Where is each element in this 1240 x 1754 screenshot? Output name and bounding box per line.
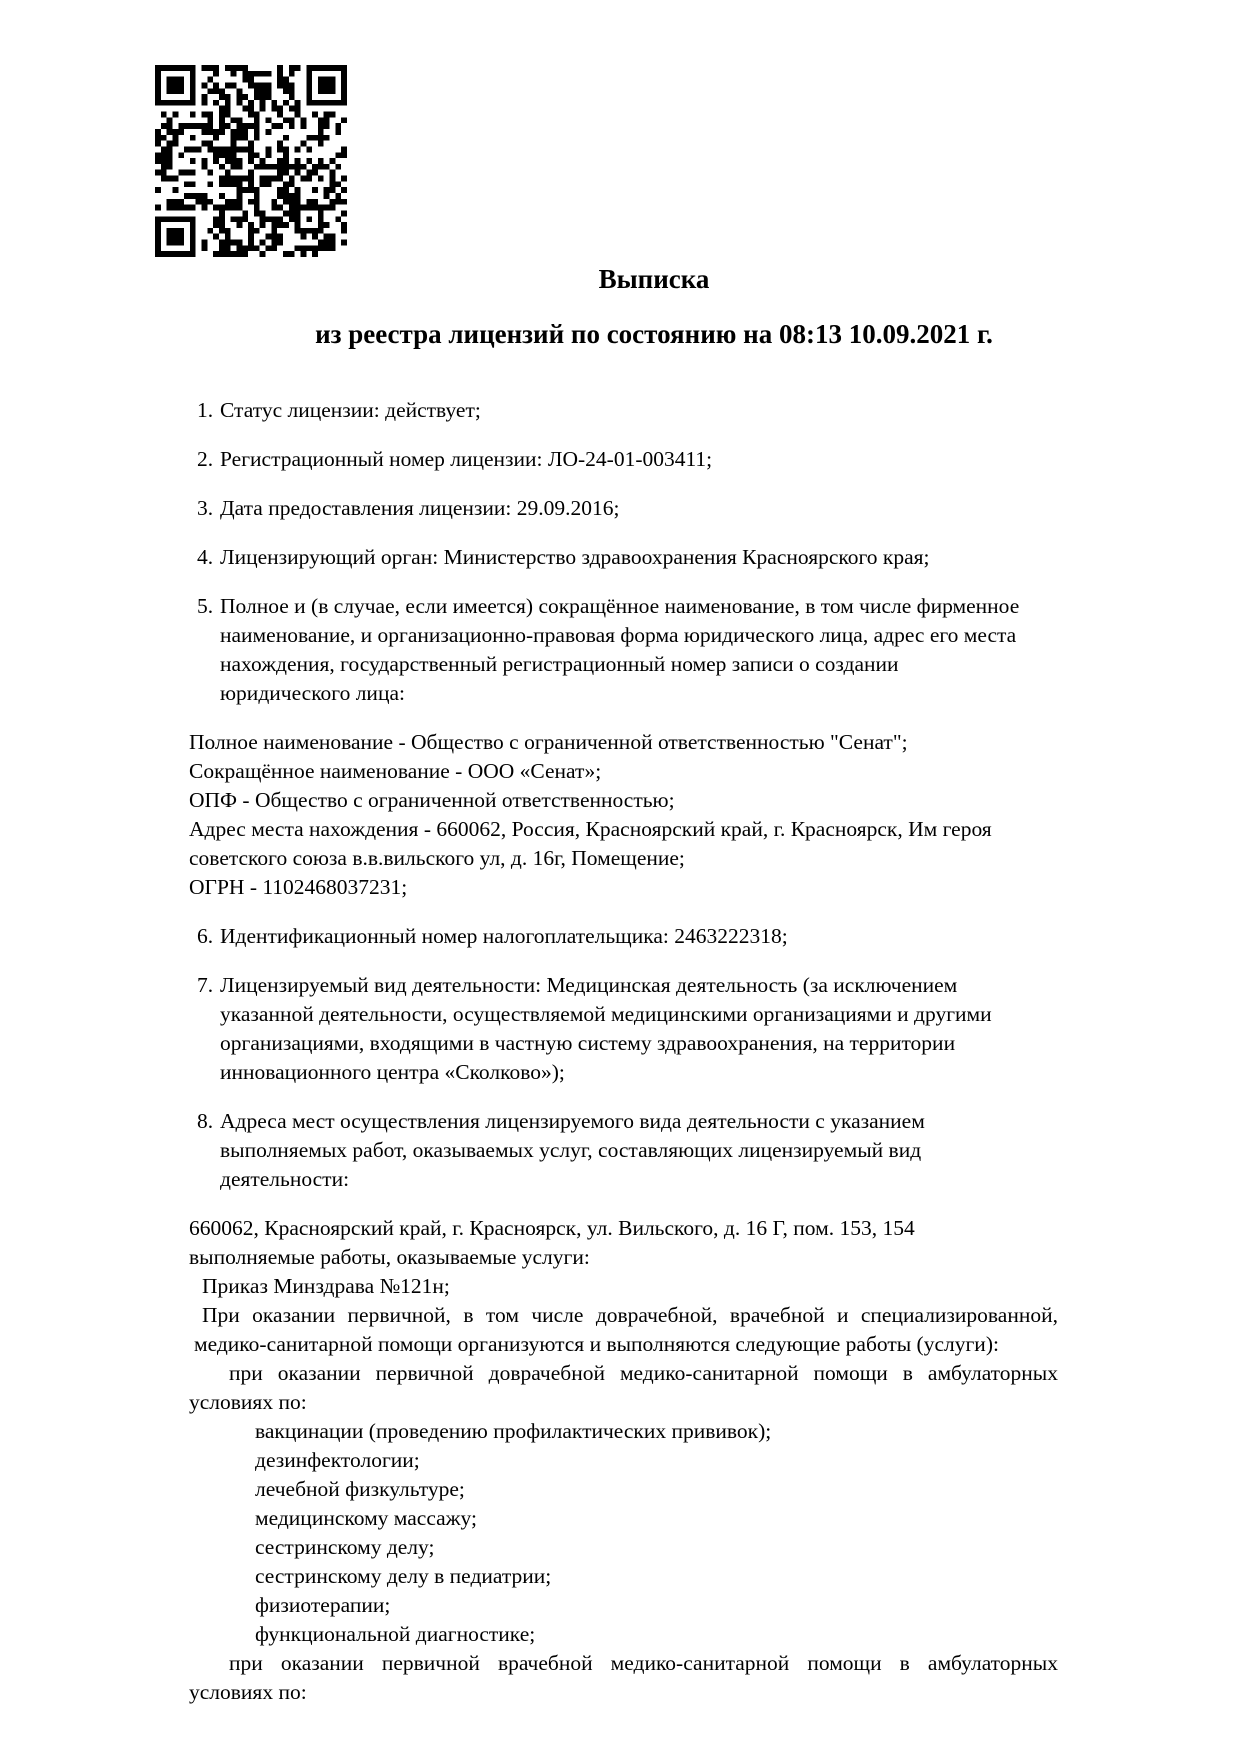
item-text xyxy=(220,445,1058,474)
service-item: вакцинации (проведению профилактических прививок); xyxy=(255,1419,772,1443)
item-text xyxy=(220,494,1058,523)
item-number: 6. xyxy=(197,924,214,948)
list-item-8 xyxy=(189,1107,1058,1194)
item-number: 2. xyxy=(197,447,214,471)
item-text-line: Полное и (в случае, если имеется) сокращённое наименование, в том числе фирменное xyxy=(220,594,1020,618)
license-items-list xyxy=(189,396,1058,1707)
document-headings xyxy=(189,0,1119,351)
works-section xyxy=(189,1214,1058,1707)
item-text-line: юридического лица: xyxy=(220,681,405,705)
item-text xyxy=(220,592,1058,708)
service-item: сестринскому делу в педиатрии; xyxy=(255,1564,552,1588)
works-intro-line: медико-санитарной помощи организуются и выполняются следующие работы (услуги): xyxy=(194,1332,999,1356)
item-number: 8. xyxy=(197,1109,214,1133)
document-title: Выписка xyxy=(598,264,710,294)
item-text xyxy=(220,922,1058,951)
item-number: 7. xyxy=(197,973,214,997)
service-item: лечебной физкультуре; xyxy=(255,1477,465,1501)
item-text-line: Дата предоставления лицензии: 29.09.2016; xyxy=(220,496,620,520)
list-item-2 xyxy=(189,445,1058,474)
item-number: 4. xyxy=(197,545,214,569)
list-item-1 xyxy=(189,396,1058,425)
item-text-line: указанной деятельности, осуществляемой медицинскими организациями и другими xyxy=(220,1002,992,1026)
document-content xyxy=(189,0,1058,1707)
works-address-line: 660062, Красноярский край, г. Красноярск, ул. Вильского, д. 16 Г, пом. 153, 154 xyxy=(189,1216,915,1240)
item-number: 5. xyxy=(197,594,214,618)
item-text-line: деятельности: xyxy=(220,1167,350,1191)
service-item: дезинфектологии; xyxy=(255,1448,420,1472)
works-label-line: выполняемые работы, оказываемые услуги: xyxy=(189,1245,590,1269)
item-number: 3. xyxy=(197,496,214,520)
item-text xyxy=(220,1107,1058,1194)
service-item: функциональной диагностике; xyxy=(255,1622,536,1646)
entity-details-line: советского союза в.в.вильского ул, д. 16г, Помещение; xyxy=(189,846,685,870)
works-subsection-line: условиях по: xyxy=(189,1680,307,1704)
works-subsection-line: при оказании первичной доврачебной медико-санитарной помощи в амбулаторных xyxy=(229,1361,1058,1385)
service-item: сестринскому делу; xyxy=(255,1535,435,1559)
list-item-7 xyxy=(189,971,1058,1087)
works-order-line: Приказ Минздрава №121н; xyxy=(202,1274,450,1298)
document-subtitle: из реестра лицензий по состоянию на 08:13 10.09.2021 г. xyxy=(315,319,993,349)
works-subsection-line: условиях по: xyxy=(189,1390,307,1414)
entity-details-line: ОГРН - 1102468037231; xyxy=(189,875,408,899)
service-item: медицинскому массажу; xyxy=(255,1506,477,1530)
item-text-line: Лицензируемый вид деятельности: Медицинская деятельность (за исключением xyxy=(220,973,958,997)
item-text xyxy=(220,543,1058,572)
item-text-line: организациями, входящими в частную систему здравоохранения, на территории xyxy=(220,1031,956,1055)
service-item: физиотерапии; xyxy=(255,1593,391,1617)
list-item-3 xyxy=(189,494,1058,523)
item-text xyxy=(220,971,1058,1087)
item-text xyxy=(220,396,1058,425)
entity-details-line: Полное наименование - Общество с ограниченной ответственностью "Сенат"; xyxy=(189,730,908,754)
item-number: 1. xyxy=(197,398,214,422)
entity-details xyxy=(189,728,1058,902)
item-text-line: нахождения, государственный регистрационный номер записи о создании xyxy=(220,652,899,676)
entity-details-line: Сокращённое наименование - ООО «Сенат»; xyxy=(189,759,602,783)
item-text-line: выполняемых работ, оказываемых услуг, составляющих лицензируемый вид xyxy=(220,1138,922,1162)
item-text-line: Регистрационный номер лицензии: ЛО-24-01-003411; xyxy=(220,447,713,471)
item-text-line: инновационного центра «Сколково»); xyxy=(220,1060,565,1084)
item-text-line: наименование, и организационно-правовая форма юридического лица, адрес его места xyxy=(220,623,1017,647)
list-item-6 xyxy=(189,922,1058,951)
list-item-4 xyxy=(189,543,1058,572)
item-text-line: Лицензирующий орган: Министерство здравоохранения Красноярского края; xyxy=(220,545,930,569)
item-text-line: Адреса мест осуществления лицензируемого вида деятельности с указанием xyxy=(220,1109,925,1133)
item-text-line: Идентификационный номер налогоплательщика: 2463222318; xyxy=(220,924,788,948)
works-subsection-line: при оказании первичной врачебной медико-санитарной помощи в амбулаторных xyxy=(229,1651,1058,1675)
list-item-5 xyxy=(189,592,1058,708)
entity-details-line: ОПФ - Общество с ограниченной ответственностью; xyxy=(189,788,675,812)
entity-details-line: Адрес места нахождения - 660062, Россия, Красноярский край, г. Красноярск, Им героя xyxy=(189,817,992,841)
item-text-line: Статус лицензии: действует; xyxy=(220,398,481,422)
works-intro-line: При оказании первичной, в том числе доврачебной, врачебной и специализированной, xyxy=(202,1303,1058,1327)
